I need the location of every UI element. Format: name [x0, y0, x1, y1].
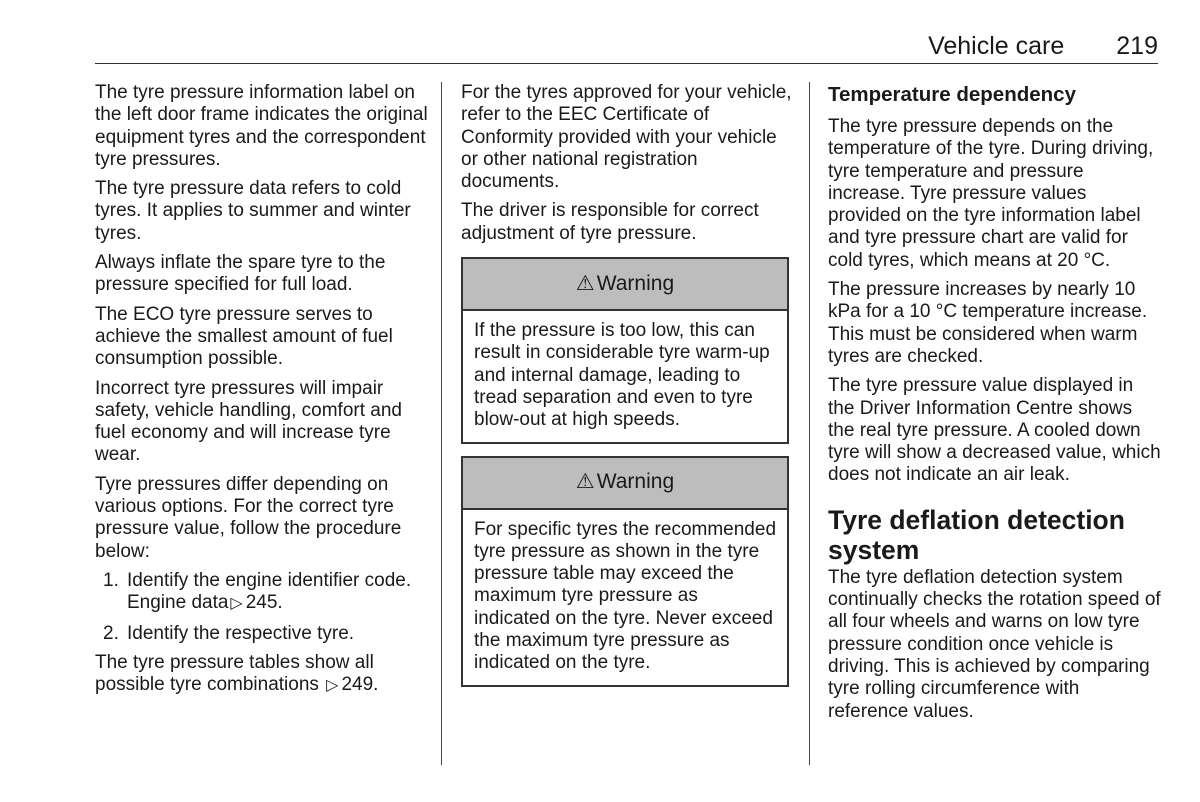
- warning-text: If the pressure is too low, this can result in considerable tyre warm-up and internal damage, leading to tread separation and even to tyre blow-out at high speeds.: [474, 320, 770, 431]
- reference-arrow-icon: ▷: [326, 677, 339, 695]
- warning-box: [461, 456, 789, 687]
- cross-reference-link[interactable]: [324, 674, 378, 695]
- section-title: Vehicle care: [928, 32, 1065, 60]
- paragraph: The tyre pressure information label on the left door frame indicates the original equipment tyres and the correspondent tyre pressures.: [95, 82, 428, 170]
- paragraph: Incorrect tyre pressures will impair safety, vehicle handling, comfort and fuel economy and will increase tyre wear.: [95, 377, 402, 466]
- step-text: Identify the engine identifier code.: [127, 569, 412, 591]
- warning-triangle-icon: ⚠: [575, 470, 595, 494]
- subheading: Temperature dependency: [828, 83, 1076, 106]
- step-text: Identify the respective tyre.: [127, 622, 355, 644]
- paragraph: Tyre pressures differ depending on various options. For the correct tyre pressure value, follow the procedure below:: [95, 473, 402, 562]
- step-number: 2.: [103, 622, 119, 644]
- paragraph: The ECO tyre pressure serves to achieve the smallest amount of fuel consumption possible.: [95, 303, 393, 370]
- warning-triangle-icon: ⚠: [575, 271, 595, 295]
- section-heading: Tyre deflation detection system: [828, 504, 1125, 565]
- warning-title: Warning: [596, 271, 675, 295]
- cross-reference-link[interactable]: [127, 592, 283, 613]
- page-number: 219: [1116, 32, 1158, 60]
- warning-header: [463, 259, 787, 311]
- paragraph: The tyre pressure value displayed in the Driver Information Centre shows the real tyre pressure. A cooled down tyre will show a decreased value, which does not indicate an air leak.: [828, 375, 1161, 486]
- reference-arrow-icon: ▷: [230, 595, 243, 613]
- warning-header: [463, 458, 787, 510]
- paragraph: The tyre pressure data refers to cold tyres. It applies to summer and winter tyres.: [95, 178, 411, 244]
- ref-label: Engine data: [127, 592, 229, 614]
- column-right: [828, 82, 1163, 730]
- step-number: 1.: [103, 569, 119, 591]
- paragraph: For the tyres approved for your vehicle, refer to the EEC Certificate of Conformity provided with your vehicle or other national registration documents.: [461, 82, 792, 193]
- paragraph: The tyre deflation detection system continually checks the rotation speed of all four wheels and warns on low tyre pressure condition once vehicle is driving. This is achieved by comparing tyre rolling circumference with reference values.: [828, 566, 1161, 722]
- page-header: [928, 30, 1158, 62]
- column-divider-1: [441, 82, 442, 765]
- paragraph: Always inflate the spare tyre to the pressure specified for full load.: [95, 252, 386, 296]
- procedure-list: [95, 570, 435, 645]
- list-item: [95, 570, 435, 616]
- paragraph: The driver is responsible for correct adjustment of tyre pressure.: [461, 200, 759, 244]
- paragraph: The tyre pressure depends on the temperature of the tyre. During driving, tyre temperature and pressure increase. Tyre pressure values provided on the tyre information label and tyre pressure chart are valid for cold tyres, which means at 20 °C.: [828, 116, 1154, 271]
- header-divider: [95, 63, 1158, 64]
- paragraph-text: The tyre pressure tables show all possible tyre combinations: [95, 651, 374, 696]
- paragraph: The pressure increases by nearly 10 kPa for a 10 °C temperature increase. This must be considered when warm tyres are checked.: [828, 279, 1148, 367]
- column-left: [95, 82, 435, 704]
- ref-page: 245.: [245, 592, 283, 614]
- list-item: [95, 623, 435, 645]
- warning-box: [461, 257, 789, 443]
- column-middle: [461, 82, 793, 699]
- column-divider-2: [809, 82, 810, 765]
- paragraph: [95, 652, 435, 698]
- warning-title: Warning: [596, 470, 675, 494]
- ref-page: 249.: [341, 674, 379, 696]
- warning-text: For specific tyres the recommended tyre pressure as shown in the tyre pressure table may exceed the maximum tyre pressure as indicated on the tyre. Never exceed the maximum tyre pressure as indicated on the tyre.: [474, 518, 777, 674]
